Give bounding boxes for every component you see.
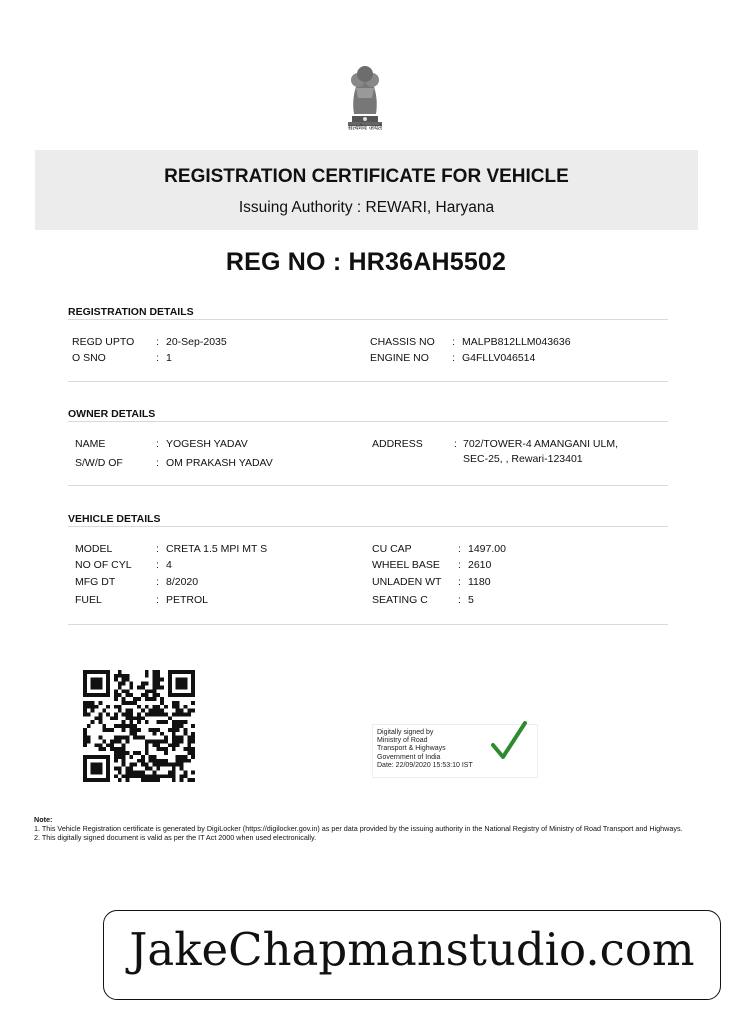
field-label: MODEL (75, 543, 113, 555)
fuel-value: PETROL (166, 594, 209, 606)
field-label: MFG DT (75, 576, 116, 588)
unladen-value: 1180 (468, 576, 491, 588)
field-label: ADDRESS (372, 438, 423, 450)
field-label: O SNO (72, 352, 106, 364)
engine-value: G4FLLV046514 (462, 352, 536, 364)
note-item: 2. This digitally signed document is valid as per the IT Act 2000 when used electronically. (34, 833, 317, 842)
watermark-text: JakeChapmanstudio.com (129, 923, 695, 976)
owner-name-value: YOGESH YADAV (166, 438, 248, 450)
issuing-authority: Issuing Authority : REWARI, Haryana (238, 199, 495, 216)
regd-upto-value: 20-Sep-2035 (166, 336, 227, 348)
qr-code (83, 670, 195, 782)
digital-signature-box (372, 724, 538, 778)
field-label: WHEEL BASE (372, 559, 440, 571)
divider (68, 381, 668, 382)
field-label: UNLADEN WT (372, 576, 442, 588)
registration-number: REG NO : HR36AH5502 (225, 248, 507, 276)
divider (68, 319, 668, 320)
certificate-header (35, 150, 698, 230)
field-label: NAME (75, 438, 106, 450)
model-value: CRETA 1.5 MPI MT S (166, 543, 268, 555)
mfg-value: 8/2020 (166, 576, 199, 588)
divider (68, 485, 668, 486)
field-label: NO OF CYL (75, 559, 132, 571)
notes-heading: Note: (34, 815, 53, 824)
signature-date: Date: 22/09/2020 15:53:10 IST (377, 761, 473, 769)
note-item: 1. This Vehicle Registration certificate is generated by DigiLocker (https://digilocker.gov.in) as per data provided by the issuing authority in the National Registry of Ministry of Road Transport and Highways. (34, 824, 683, 833)
signature-line: Digitally signed by (377, 729, 434, 736)
signature-line: Ministry of Road (377, 737, 428, 745)
field-label: FUEL (75, 594, 102, 606)
swd-value: OM PRAKASH YADAV (166, 457, 273, 469)
signature-text (377, 729, 473, 770)
wheelbase-value: 2610 (468, 559, 492, 571)
field-label: CHASSIS NO (370, 336, 435, 348)
field-label: SEATING C (372, 594, 428, 606)
cucap-value: 1497.00 (468, 543, 506, 555)
notes (34, 815, 704, 842)
registration-details-heading: REGISTRATION DETAILS (68, 306, 194, 318)
divider (68, 624, 668, 625)
signature-line: Transport & Highways (377, 745, 446, 753)
cyl-value: 4 (166, 559, 172, 571)
certificate-title: REGISTRATION CERTIFICATE FOR VEHICLE (164, 166, 569, 187)
address-line-1: 702/TOWER-4 AMANGANI ULM, (463, 438, 619, 450)
osno-value: 1 (166, 352, 172, 364)
divider (68, 526, 668, 527)
divider (68, 421, 668, 422)
watermark-banner (103, 910, 721, 1000)
owner-details-heading: OWNER DETAILS (68, 408, 156, 420)
checkmark-icon (489, 719, 529, 763)
field-label: ENGINE NO (370, 352, 429, 364)
field-label: S/W/D OF (75, 457, 123, 469)
chassis-value: MALPB812LLM043636 (462, 336, 571, 348)
emblem-motto: सत्यमेव जयते (347, 125, 383, 132)
signature-line: Government of India (377, 753, 441, 761)
field-label: CU CAP (372, 543, 412, 555)
address-line-2: SEC-25, , Rewari-123401 (463, 453, 583, 465)
seating-value: 5 (468, 594, 474, 606)
vehicle-details-heading: VEHICLE DETAILS (68, 513, 161, 525)
field-label: REGD UPTO (72, 336, 135, 348)
